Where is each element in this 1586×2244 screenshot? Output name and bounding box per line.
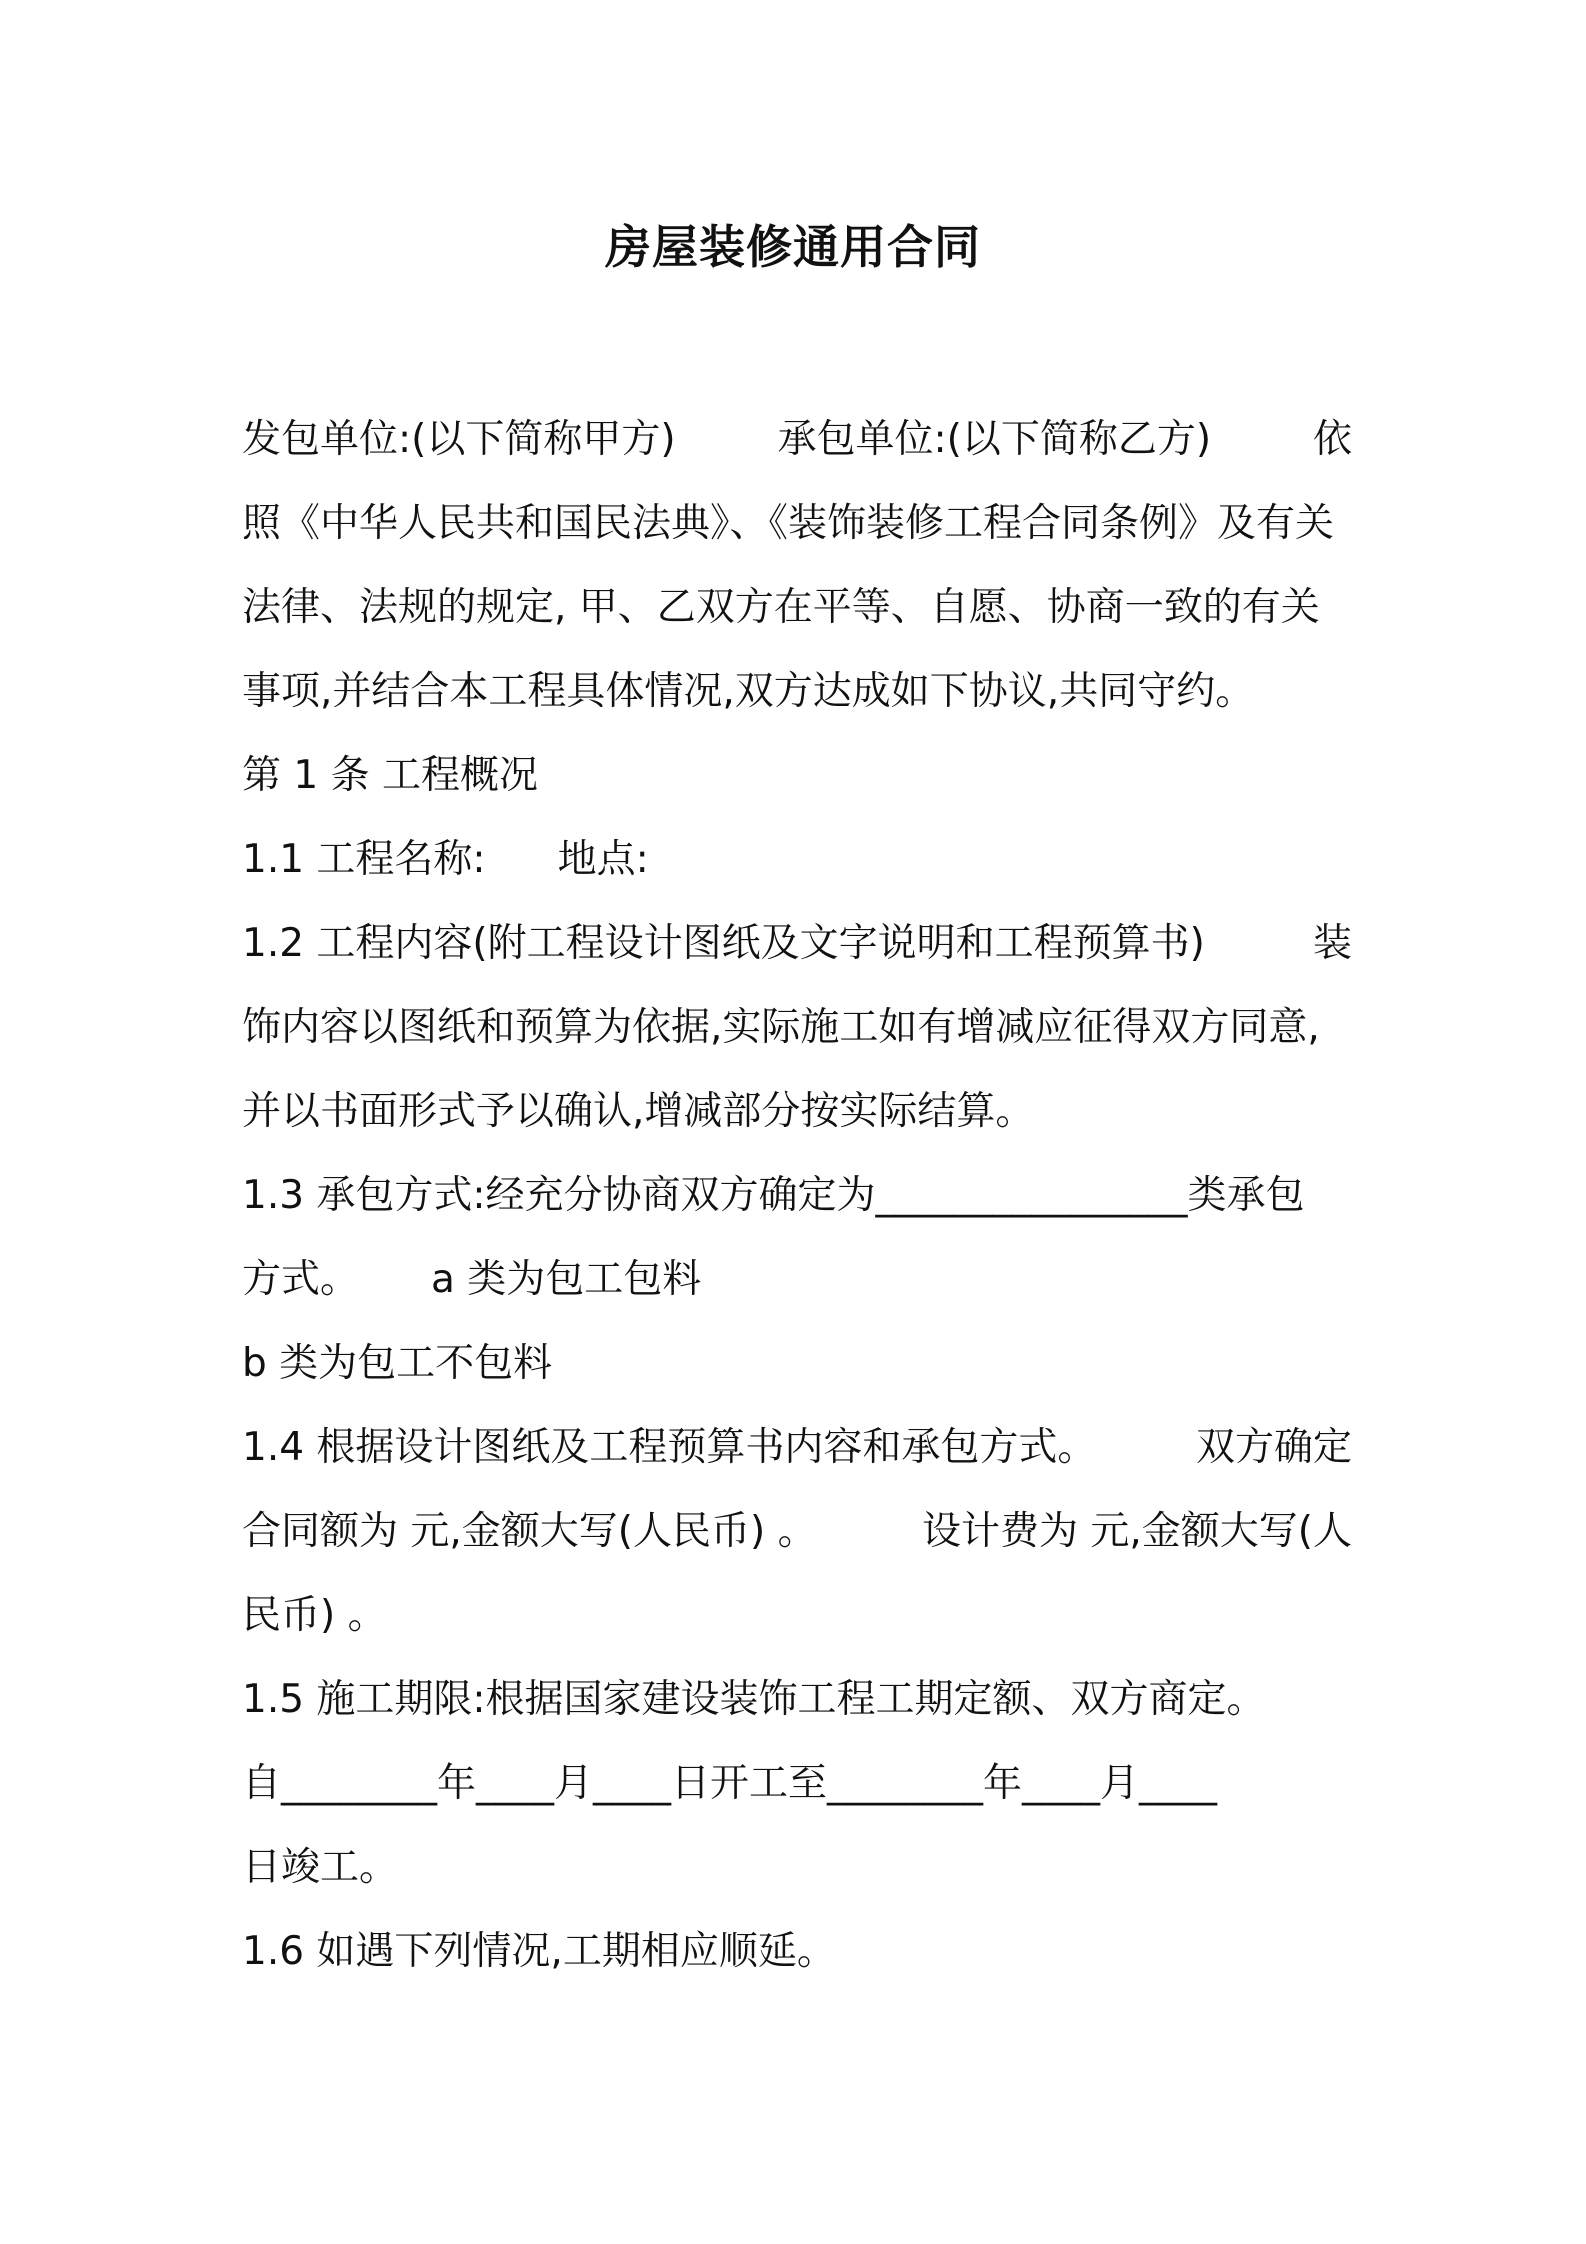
document-title: 房屋装修通用合同 — [605, 220, 981, 274]
paragraph-line: 并以书面形式予以确认,增减部分按实际结算。 — [242, 1089, 1035, 1134]
paragraph-line — [242, 1490, 1352, 1574]
text-segment: 承包单位:(以下简称乙方) — [777, 417, 1212, 462]
text-segment: 设计费为 元,金额大写(人 — [921, 1509, 1352, 1554]
paragraph-line: 1.6 如遇下列情况,工期相应顺延。 — [242, 1929, 836, 1974]
text-segment: 方式。 — [242, 1257, 360, 1302]
paragraph-line: 自________年____月____日开工至________年____月____ — [242, 1761, 1218, 1806]
paragraph-line: 照《中华人民共和国民法典》、《装饰装修工程合同条例》及有关 — [242, 501, 1335, 546]
section-heading: 第 1 条 工程概况 — [242, 753, 539, 798]
text-segment: 地点: — [557, 837, 649, 882]
text-segment: 发包单位:(以下简称甲方) — [242, 417, 676, 462]
text-segment: 1.1 工程名称: — [242, 837, 486, 882]
paragraph-line: 民币) 。 — [242, 1593, 387, 1638]
text-segment: a 类为包工包料 — [431, 1257, 702, 1302]
text-segment: 装 — [1312, 921, 1352, 966]
paragraph-line — [242, 902, 1352, 986]
paragraph-line: 1.5 施工期限:根据国家建设装饰工程工期定额、双方商定。 — [242, 1677, 1266, 1722]
paragraph-line — [242, 1238, 1352, 1322]
text-segment: 1.2 工程内容(附工程设计图纸及文字说明和工程预算书) — [242, 921, 1205, 966]
paragraph-line: 饰内容以图纸和预算为依据,实际施工如有增减应征得双方同意, — [242, 1005, 1320, 1050]
paragraph-line — [242, 398, 1352, 482]
text-segment: 1.4 根据设计图纸及工程预算书内容和承包方式。 — [242, 1425, 1097, 1470]
paragraph-line: 1.3 承包方式:经充分协商双方确定为________________类承包 — [242, 1173, 1305, 1218]
paragraph-line: 事项,并结合本工程具体情况,双方达成如下协议,共同守约。 — [242, 669, 1255, 714]
text-segment: 依 — [1312, 417, 1352, 462]
text-segment: 合同额为 元,金额大写(人民币) 。 — [242, 1509, 817, 1554]
paragraph-line — [242, 818, 1352, 902]
paragraph-line — [242, 1406, 1352, 1490]
document-body — [242, 398, 1352, 1994]
paragraph-line: b 类为包工不包料 — [242, 1341, 553, 1386]
paragraph-line: 日竣工。 — [242, 1845, 399, 1890]
text-segment: 双方确定 — [1195, 1425, 1352, 1470]
paragraph-line: 法律、法规的规定, 甲、乙双方在平等、自愿、协商一致的有关 — [242, 585, 1320, 630]
